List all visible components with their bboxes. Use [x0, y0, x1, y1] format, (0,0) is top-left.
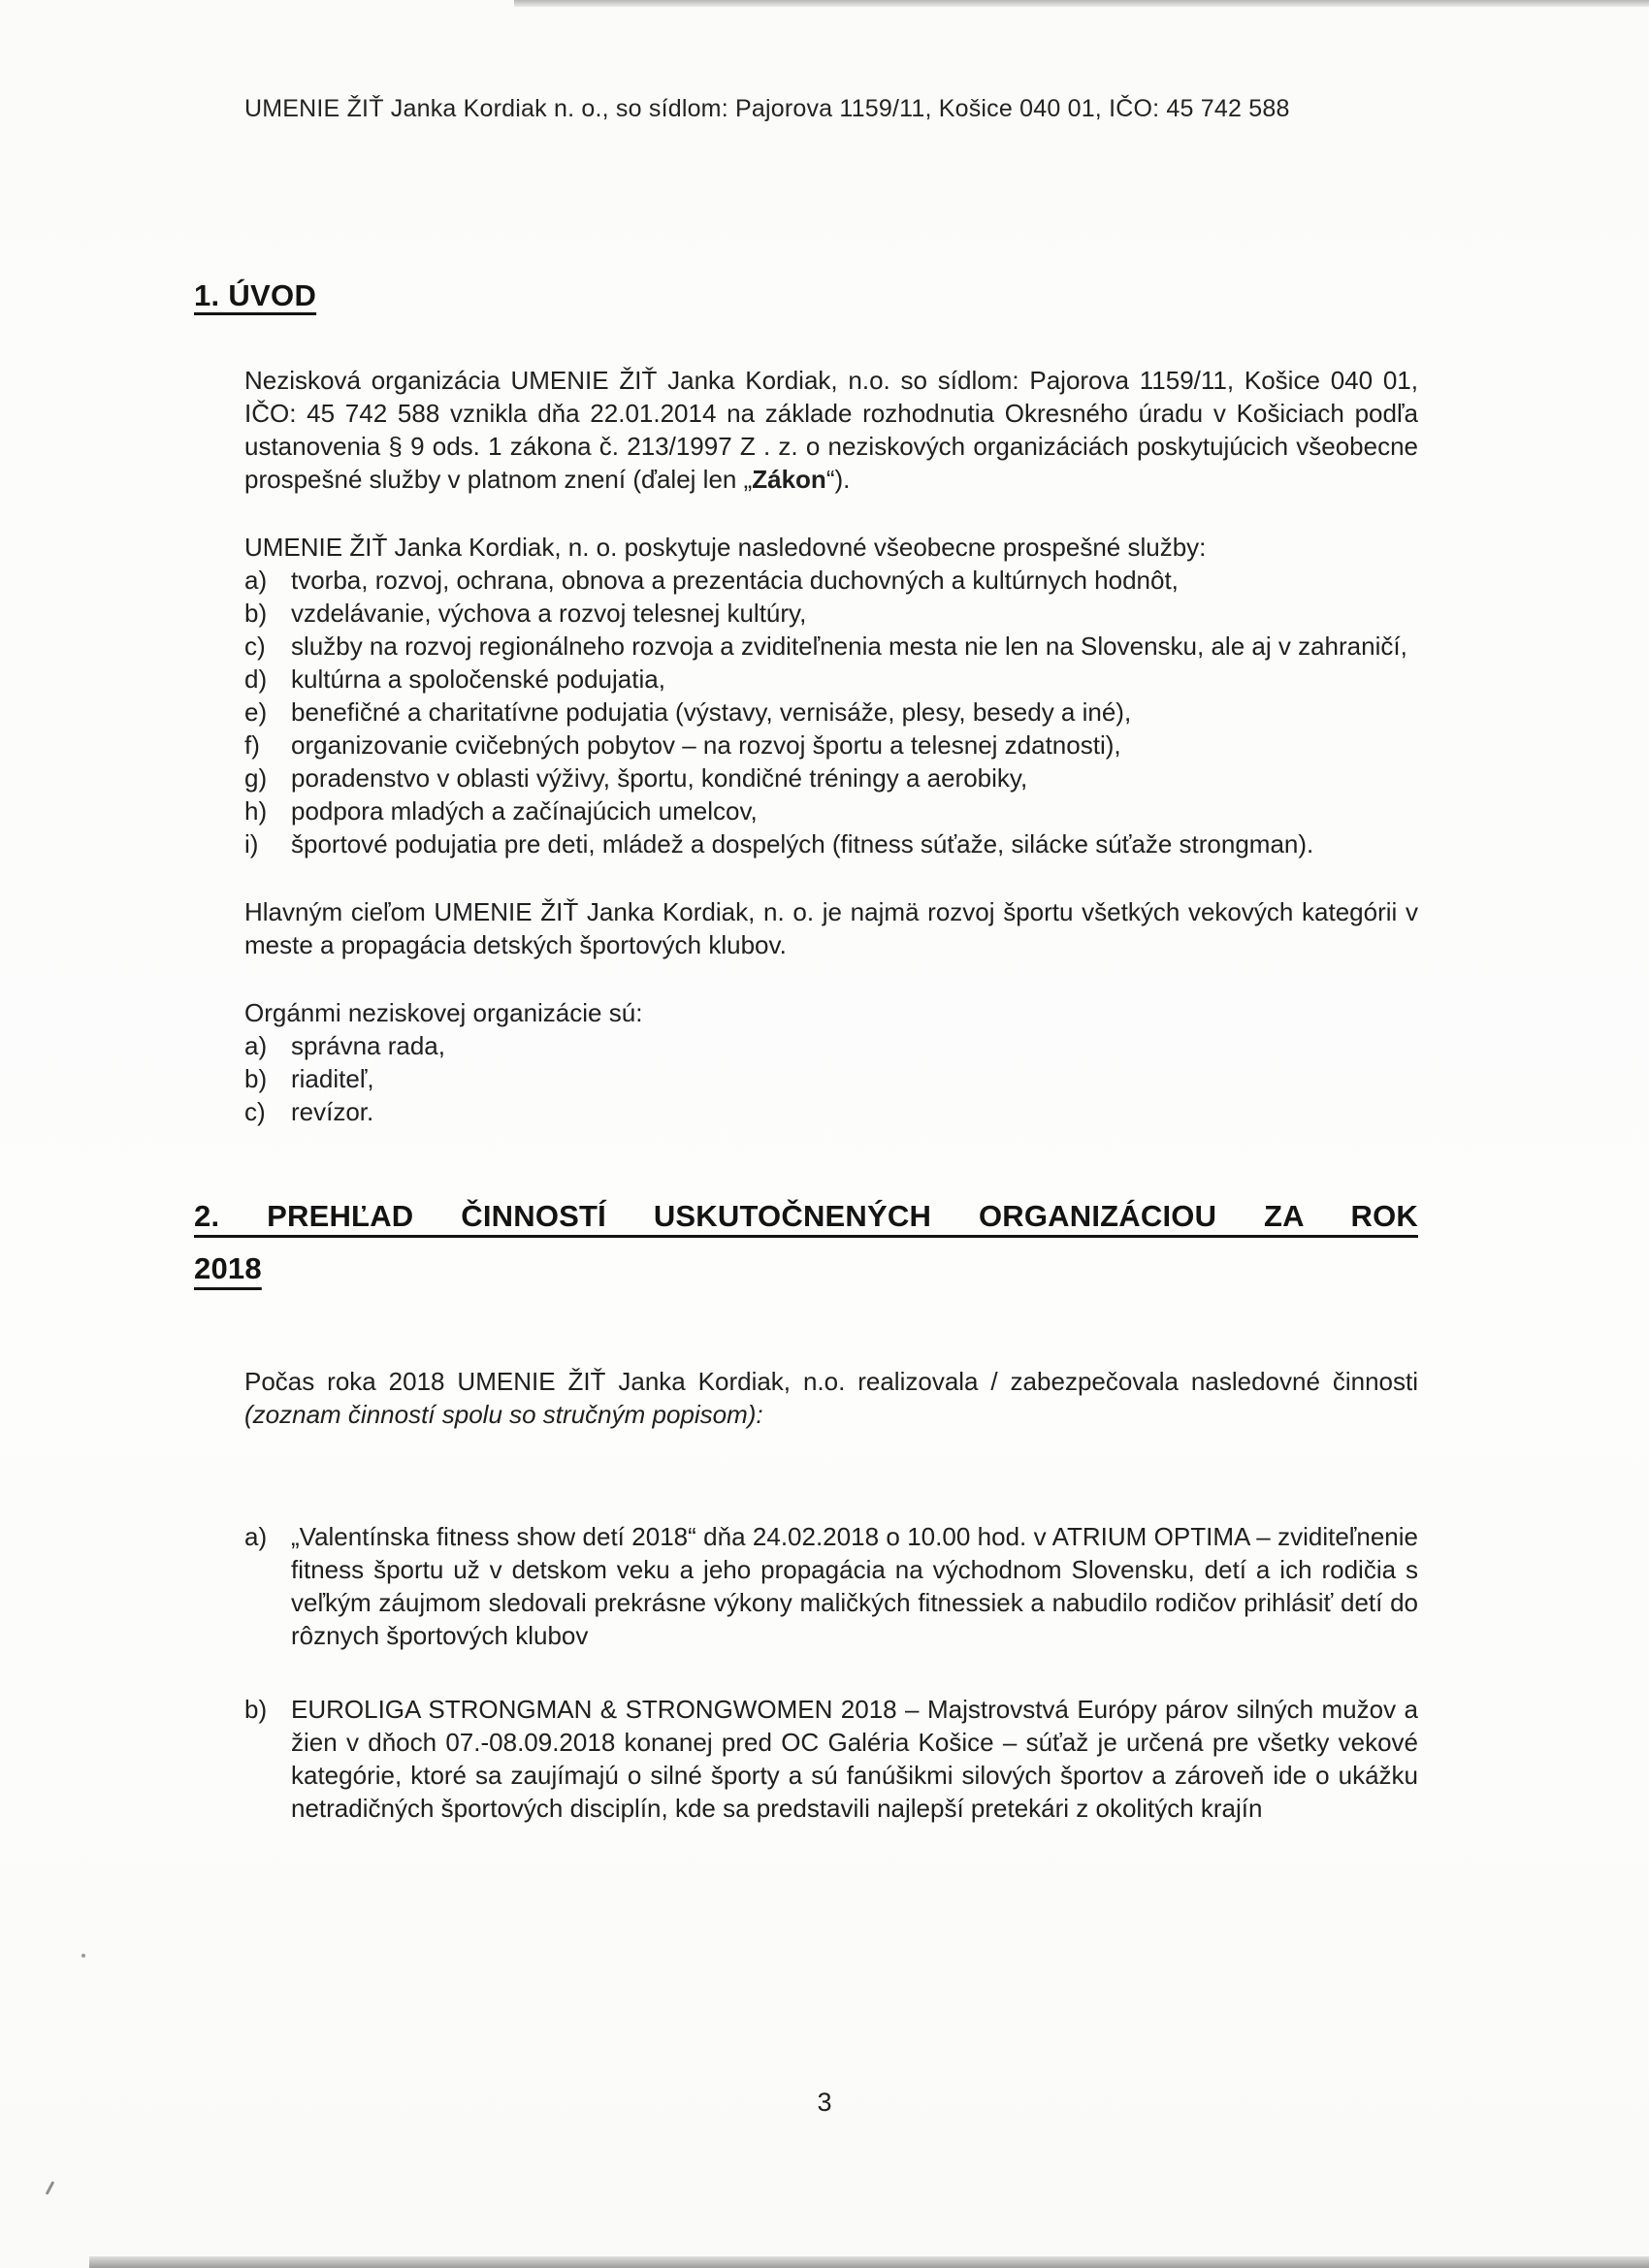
scan-edge-artifact-bottom — [89, 2256, 1649, 2268]
list-item-text: služby na rozvoj regionálneho rozvoja a zviditeľnenia mesta nie len na Slovensku, ale aj v zahraničí, — [291, 632, 1407, 661]
list-item-text: správna rada, — [291, 1031, 445, 1060]
section-2-intro-italic-note: (zoznam činností spolu so stručným popisom): — [244, 1400, 763, 1429]
list-item-text: kultúrna a spoločenské podujatia, — [291, 664, 665, 694]
activities-list — [244, 1520, 1418, 1825]
section-2-heading — [194, 1190, 1418, 1295]
organs-intro-paragraph: Orgánmi neziskovej organizácie sú: — [244, 998, 643, 1027]
list-item-label: e) — [244, 697, 268, 727]
list-item-label: a) — [244, 566, 268, 595]
services-intro-paragraph: UMENIE ŽIŤ Janka Kordiak, n. o. poskytuje nasledovné všeobecne prospešné služby: — [244, 533, 1207, 562]
section-2-intro-paragraph — [244, 1365, 1418, 1431]
list-item-label: c) — [244, 1097, 266, 1126]
list-item-label: b) — [244, 599, 268, 628]
list-item-label: a) — [244, 1031, 268, 1060]
list-item — [244, 564, 1418, 597]
list-item-text: riaditeľ, — [291, 1064, 374, 1093]
section-1-intro-paragraph — [244, 364, 1418, 496]
list-item — [244, 1029, 1418, 1062]
list-item — [244, 1095, 1418, 1128]
scan-mark-artifact — [46, 2181, 55, 2195]
list-item — [244, 663, 1418, 696]
main-goal-paragraph: Hlavným cieľom UMENIE ŽIŤ Janka Kordiak, n. o. je najmä rozvoj športu všetkých vekových kategórii v meste a propagácia detských športových klubov. — [244, 897, 1418, 959]
zakon-bold-term: Zákon — [752, 465, 826, 494]
list-item-label: a) — [244, 1522, 268, 1551]
page-number: 3 — [817, 2088, 832, 2117]
intro-paragraph-end: “). — [825, 465, 851, 494]
list-item — [244, 794, 1418, 827]
list-item — [244, 1520, 1418, 1652]
intro-paragraph-text: Nezisková organizácia UMENIE ŽIŤ Janka Kordiak, n.o. so sídlom: Pajorova 1159/11, Košice 040 01, IČO: 45 742 588 vznikla dňa 22.01.2014 na základe rozhodnutia Okresného úradu v Košiciach podľa ustanovenia § 9 ods. 1 zákona č. 213/1997 Z . z. o neziskových organizáciách poskytujúcich všeobecne prospešné služby v platnom znení (ďalej len „ — [244, 366, 1418, 494]
scan-speck-artifact — [81, 1954, 85, 1958]
list-item-text: poradenstvo v oblasti výživy, športu, kondičné tréningy a aerobiky, — [291, 763, 1028, 793]
list-item — [244, 696, 1418, 729]
list-item-text: EUROLIGA STRONGMAN & STRONGWOMEN 2018 – Majstrovstvá Európy párov silných mužov a žien v dňoch 07.-08.09.2018 konanej pred OC Galéria Košice – súťaž je určená pre všetky vekové kategórie, ktoré sa zaujímajú o silné športy a sú fanúšikmi silových športov a zároveň ide o ukážku netradičných športových disciplín, kde sa predstavili najlepší pretekári z okolitých krajín — [291, 1695, 1418, 1823]
list-item-label: h) — [244, 796, 268, 826]
section-2-intro-text: Počas roka 2018 UMENIE ŽIŤ Janka Kordiak, n.o. realizovala / zabezpečovala nasledovné činnosti — [244, 1367, 1418, 1396]
list-item-text: „Valentínska fitness show detí 2018“ dňa 24.02.2018 o 10.00 hod. v ATRIUM OPTIMA – zviditeľnenie fitness športu už v detskom veku a jeho propagácia na východnom Slovensku, detí a ich rodičia s veľkým záujmom sledovali prekrásne výkony maličkých fitnessiek a nabudilo rodičov prihlásiť detí do rôznych športových klubov — [291, 1522, 1418, 1650]
list-item — [244, 729, 1418, 761]
section-2-heading-line-1: 2. PREHĽAD ČINNOSTÍ USKUTOČNENÝCH ORGANIZÁCIOU ZA ROK — [194, 1199, 1418, 1233]
organs-list — [244, 1029, 1418, 1128]
list-item-label: c) — [244, 632, 266, 661]
services-list — [244, 564, 1418, 860]
list-item — [244, 761, 1418, 794]
list-item-label: b) — [244, 1695, 268, 1724]
list-item-label: g) — [244, 763, 268, 793]
list-item-text: benefičné a charitatívne podujatia (výstavy, vernisáže, plesy, besedy a iné), — [291, 697, 1132, 727]
list-item — [244, 597, 1418, 630]
section-2-heading-line-2: 2018 — [194, 1251, 262, 1285]
list-item-text: tvorba, rozvoj, ochrana, obnova a prezentácia duchovných a kultúrnych hodnôt, — [291, 566, 1179, 595]
scan-edge-artifact-top — [514, 0, 1649, 7]
list-item — [244, 630, 1418, 663]
list-item — [244, 827, 1418, 860]
list-item — [244, 1062, 1418, 1095]
list-item — [244, 1693, 1418, 1825]
list-item-label: d) — [244, 664, 268, 694]
section-1-heading: 1. ÚVOD — [194, 278, 317, 312]
list-item-text: vzdelávanie, výchova a rozvoj telesnej kultúry, — [291, 599, 807, 628]
list-item-text: športové podujatia pre deti, mládež a dospelých (fitness súťaže, silácke súťaže strongman). — [291, 829, 1314, 859]
list-item-text: podpora mladých a začínajúcich umelcov, — [291, 796, 758, 826]
document-header-line: UMENIE ŽIŤ Janka Kordiak n. o., so sídlom: Pajorova 1159/11, Košice 040 01, IČO: 45 742 588 — [244, 95, 1290, 122]
list-item-text: organizovanie cvičebných pobytov – na rozvoj športu a telesnej zdatnosti), — [291, 730, 1121, 760]
list-item-label: f) — [244, 730, 260, 760]
list-item-text: revízor. — [291, 1097, 374, 1126]
list-item-label: b) — [244, 1064, 268, 1093]
list-item-label: i) — [244, 829, 259, 859]
